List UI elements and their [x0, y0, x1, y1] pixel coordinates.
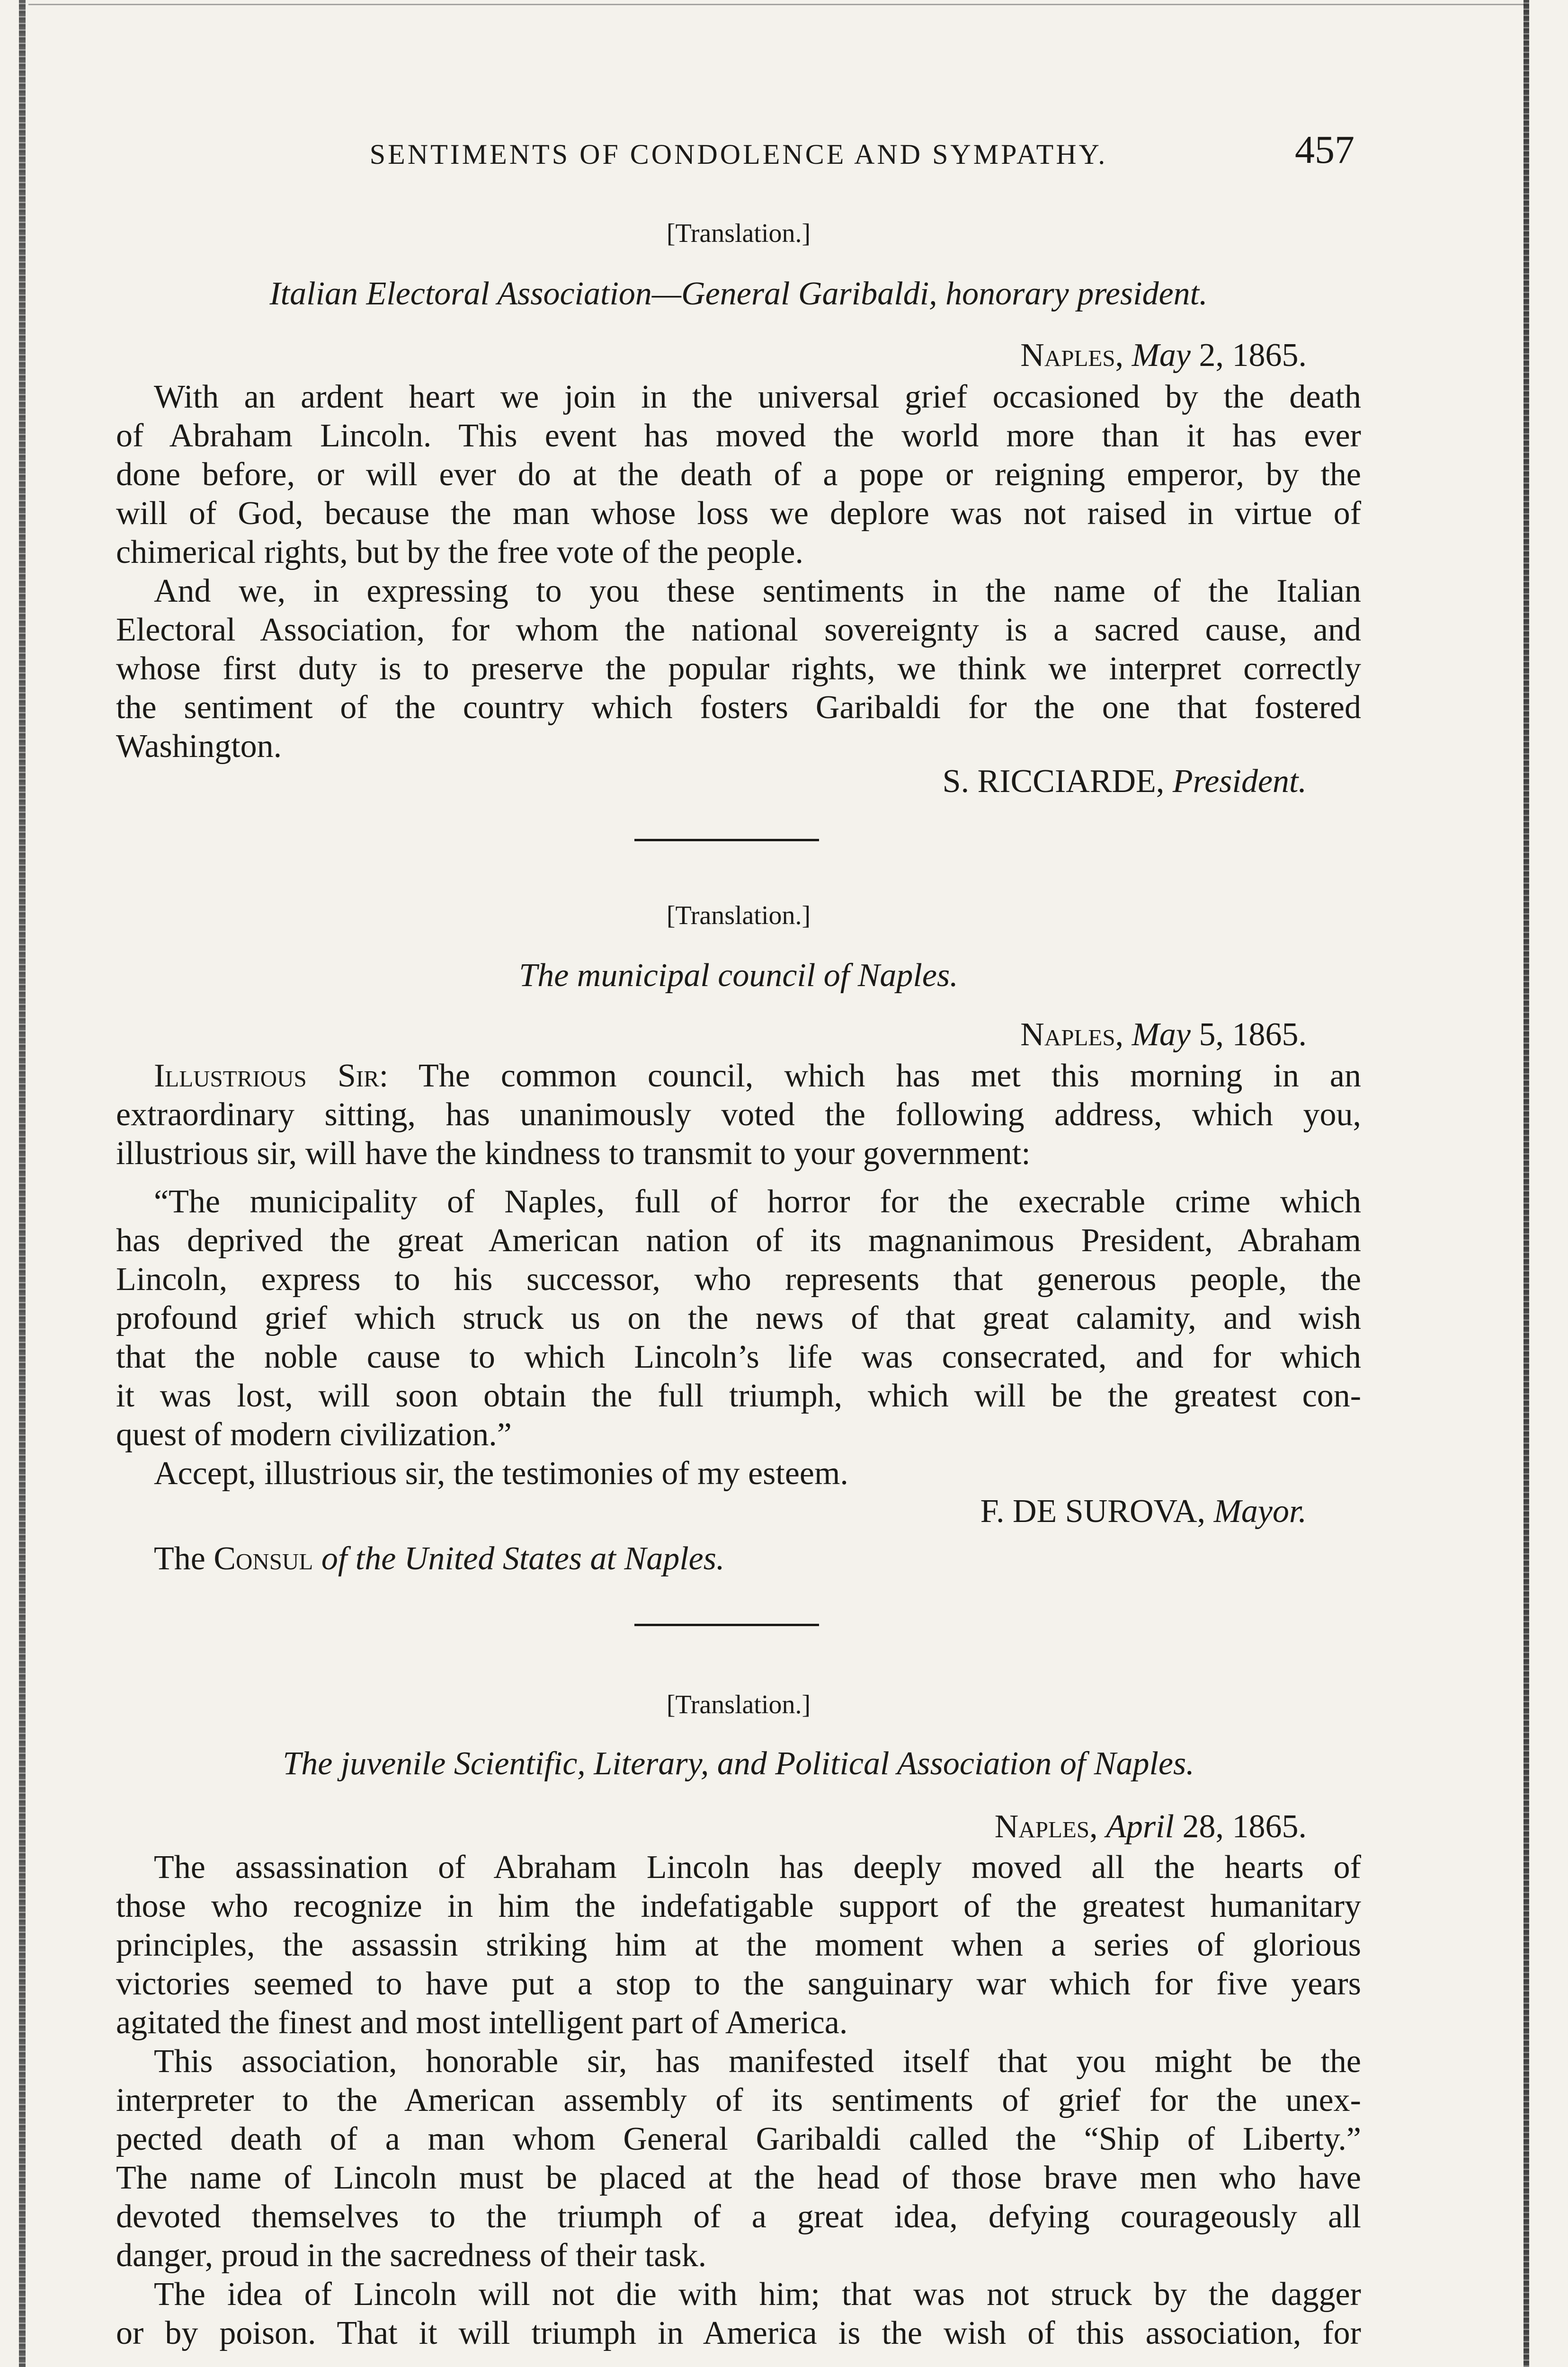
text-line [116, 1057, 1361, 1095]
signature-name: F. DE SUROVA, [980, 1493, 1206, 1530]
addressee-consul: Consul [214, 1540, 313, 1577]
addressee-prefix: The [154, 1540, 205, 1577]
text-line: or by poison. That it will triumph in America is the wish of this association, for [116, 2315, 1361, 2351]
text-line: The idea of Lincoln will not die with him; that was not struck by the dagger [154, 2276, 1361, 2313]
text-line: will of God, because the man whose loss we deplore was not raised in virtue of [116, 495, 1361, 532]
signature [116, 1492, 1361, 1531]
text-line: Lincoln, express to his successor, who represents that generous people, the [116, 1261, 1361, 1298]
text-line: extraordinary sitting, has unanimously voted the following address, which you, [116, 1096, 1361, 1133]
page-number: 457 [1295, 128, 1354, 172]
text-line: of Abraham Lincoln. This event has moved the world more than it has ever [116, 418, 1361, 454]
signature-title: Mayor. [1213, 1493, 1307, 1530]
text-line: The assassination of Abraham Lincoln has deeply moved all the hearts of [154, 1849, 1361, 1886]
text-line: With an ardent heart we join in the universal grief occasioned by the death [154, 379, 1361, 415]
text-line: that the noble cause to which Lincoln’s life was consecrated, and for which [116, 1339, 1361, 1375]
text-line: has deprived the great American nation of its magnanimous President, Abraham [116, 1222, 1361, 1259]
text-line-rest: The common council, which has met this morning in an [419, 1058, 1361, 1094]
addressee [116, 1539, 1361, 1578]
section-divider [634, 839, 819, 841]
text-line: done before, or will ever do at the death of a pope or reigning emperor, by the [116, 456, 1361, 493]
text-line: those who recognize in him the indefatigable support of the greatest humanitary [116, 1888, 1361, 1924]
translation-note: [Translation.] [666, 901, 811, 930]
text-line: danger, proud in the sacredness of their task. [116, 2237, 707, 2274]
section-heading: Italian Electoral Association—General Garibaldi, honorary president. [269, 276, 1208, 312]
dateline [116, 336, 1361, 375]
text-line: “The municipality of Naples, full of horror for the execrable crime which [154, 1184, 1361, 1220]
page-top-edge [28, 4, 1524, 5]
signature-title: President. [1172, 763, 1307, 800]
dateline-month: April [1106, 1808, 1174, 1845]
salutation: Illustrious Sir: [154, 1058, 389, 1094]
text-line: Accept, illustrious sir, the testimonies of my esteem. [154, 1455, 848, 1492]
text-line: principles, the assassin striking him at the moment when a series of glorious [116, 1927, 1361, 1963]
dateline-day-year: 2, 1865. [1199, 337, 1307, 374]
running-head: SENTIMENTS OF CONDOLENCE AND SYMPATHY. [369, 139, 1108, 170]
translation-note: [Translation.] [666, 219, 811, 248]
text-line: devoted themselves to the triumph of a great idea, defying courageously all [116, 2198, 1361, 2235]
text-line: agitated the finest and most intelligent part of America. [116, 2004, 848, 2041]
text-line: it was lost, will soon obtain the full triumph, which will be the greatest con- [116, 1378, 1361, 1414]
signature-name: S. RICCIARDE, [942, 763, 1165, 800]
dateline-month: May [1131, 1016, 1191, 1053]
signature [116, 762, 1361, 801]
dateline-place: Naples, [1020, 1016, 1124, 1053]
page-right-edge [1523, 0, 1529, 2367]
text-line: pected death of a man whom General Garibaldi called the “Ship of Liberty.” [116, 2121, 1361, 2157]
dateline-day-year: 28, 1865. [1182, 1808, 1307, 1845]
page-left-edge [19, 0, 26, 2367]
text-line: quest of modern civilization.” [116, 1416, 512, 1453]
dateline-day-year: 5, 1865. [1199, 1016, 1307, 1053]
text-line: And we, in expressing to you these sentiments in the name of the Italian [154, 573, 1361, 609]
text-line: interpreter to the American assembly of its sentiments of grief for the unex- [116, 2082, 1361, 2118]
dateline-place: Naples, [1020, 337, 1124, 374]
text-line: whose first duty is to preserve the popular rights, we think we interpret correctly [116, 650, 1361, 687]
dateline-place: Naples, [994, 1808, 1098, 1845]
section-heading: The municipal council of Naples. [519, 957, 958, 994]
section-heading: The juvenile Scientific, Literary, and Political Association of Naples. [283, 1745, 1194, 1782]
text-line: Washington. [116, 728, 282, 765]
text-line: Electoral Association, for whom the national sovereignty is a sacred cause, and [116, 612, 1361, 648]
dateline [116, 1015, 1361, 1054]
text-line: The name of Lincoln must be placed at the head of those brave men who have [116, 2160, 1361, 2196]
text-line: the sentiment of the country which fosters Garibaldi for the one that fostered [116, 689, 1361, 726]
text-line: victories seemed to have put a stop to the sanguinary war which for five years [116, 1966, 1361, 2002]
translation-note: [Translation.] [666, 1690, 811, 1719]
section-divider [634, 1624, 819, 1626]
addressee-rest: of the United States at Naples. [321, 1540, 725, 1577]
text-line: chimerical rights, but by the free vote of the people. [116, 534, 803, 570]
text-line: This association, honorable sir, has manifested itself that you might be the [154, 2043, 1361, 2080]
text-line: profound grief which struck us on the news of that great calamity, and wish [116, 1300, 1361, 1336]
dateline [116, 1807, 1361, 1846]
dateline-month: May [1131, 337, 1191, 374]
text-line: illustrious sir, will have the kindness to transmit to your government: [116, 1135, 1031, 1172]
